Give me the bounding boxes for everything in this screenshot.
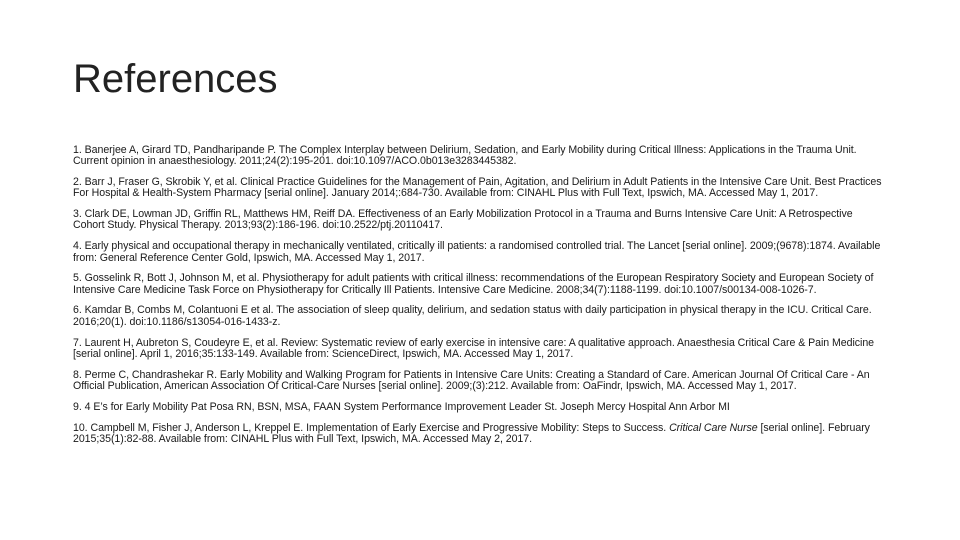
reference-item — [73, 423, 885, 446]
reference-text-after: [serial online]. February 2015;35(1):82-88. Available from: CINAHL Plus with Full Text, Ipswich, MA. Accessed May 2, 2017. — [73, 421, 870, 445]
reference-item: 2. Barr J, Fraser G, Skrobik Y, et al. Clinical Practice Guidelines for the Management of Pain, Agitation, and Delirium in Adult Patients in the Intensive Care Unit. Best Practices For Hospital & Health-System Pharmacy [serial online]. January 2014;:684-730. Available from: CINAHL Plus with Full Text, Ipswich, MA. Accessed May 1, 2017. — [73, 176, 882, 200]
reference-item: 3. Clark DE, Lowman JD, Griffin RL, Matthews HM, Reiff DA. Effectiveness of an Early Mobilization Protocol in a Trauma and Burns Intensive Care Unit: A Retrospective Cohort Study. Physical Therapy. 2013;93(2):186-196. doi:10.2522/ptj.20110417. — [73, 208, 853, 232]
reference-item: 9. 4 E’s for Early Mobility Pat Posa RN, BSN, MSA, FAAN System Performance Improvement Leader St. Joseph Mercy Hospital Ann Arbor MI — [73, 400, 730, 413]
reference-item: 6. Kamdar B, Combs M, Colantuoni E et al. The association of sleep quality, delirium, and sedation status with daily participation in physical therapy in the ICU. Critical Care. 2016;20(1). doi:10.1186/s13054-016-1433-z. — [73, 304, 872, 328]
slide-title: References — [73, 57, 278, 101]
journal-title: Critical Care Nurse — [669, 421, 758, 434]
reference-item: 4. Early physical and occupational therapy in mechanically ventilated, critically ill patients: a randomised controlled trial. The Lancet [serial online]. 2009;(9678):1874. Available from: General Reference Center Gold, Ipswich, MA. Accessed May 1, 2017. — [73, 240, 881, 264]
reference-item: 8. Perme C, Chandrashekar R. Early Mobility and Walking Program for Patients in Intensive Care Units: Creating a Standard of Care. American Journal Of Critical Care - An Official Publication, American Association Of Critical-Care Nurses [serial online]. 2009;(3):212. Available from: OaFindr, Ipswich, MA. Accessed May 1, 2017. — [73, 368, 870, 392]
reference-text-before: 10. Campbell M, Fisher J, Anderson L, Kreppel E. Implementation of Early Exercise and Progressive Mobility: Steps to Success. — [73, 421, 670, 434]
reference-item: 7. Laurent H, Aubreton S, Coudeyre E, et al. Review: Systematic review of early exercise in intensive care: A qualitative approach. Anaesthesia Critical Care & Pain Medicine [serial online]. April 1, 2016;35:133-149. Available from: ScienceDirect, Ipswich, MA. Accessed May 1, 2017. — [73, 336, 875, 360]
reference-item: 5. Gosselink R, Bott J, Johnson M, et al. Physiotherapy for adult patients with critical illness: recommendations of the European Respiratory Society and European Society of Intensive Care Medicine Task Force on Physiotherapy for Critically Ill Patients. Intensive Care Medicine. 2008;34(7):1188-1199. doi:10.1007/s00134-008-1026-7. — [73, 272, 874, 296]
reference-item: 1. Banerjee A, Girard TD, Pandharipande P. The Complex Interplay between Delirium, Sedation, and Early Mobility during Critical Illness: Applications in the Trauma Unit. Current opinion in anaesthesiology. 2011;24(2):195-201. doi:10.1097/ACO.0b013e3283445382. — [73, 144, 857, 168]
reference-list — [73, 145, 885, 455]
